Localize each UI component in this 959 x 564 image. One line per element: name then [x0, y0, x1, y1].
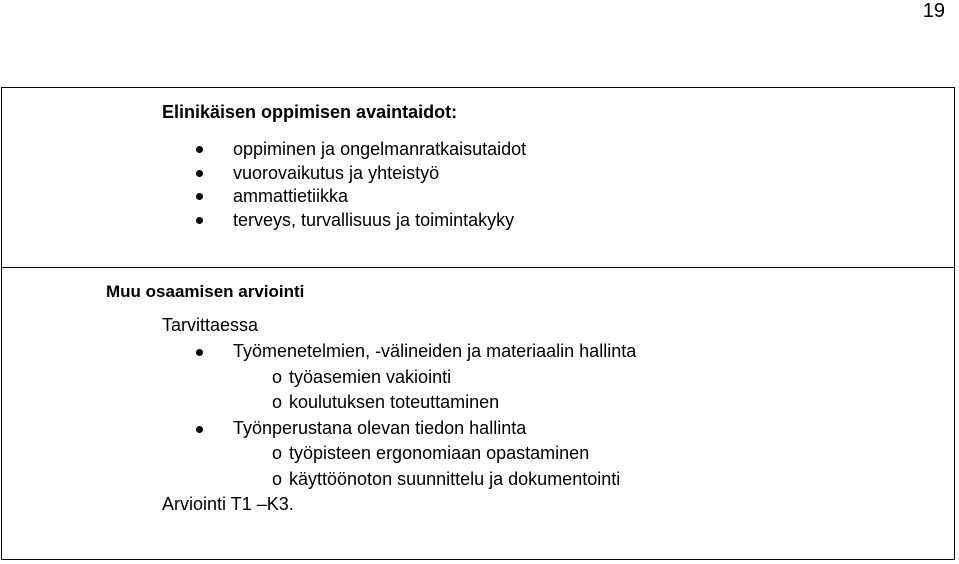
bullet-icon	[196, 146, 203, 153]
bullet-icon	[196, 193, 203, 200]
sub-list-item: o koulutuksen toteuttaminen	[162, 390, 636, 416]
sub-list-item: o käyttöönoton suunnittelu ja dokumentointi	[162, 467, 636, 493]
list-item: Työnperustana olevan tiedon hallinta	[162, 416, 636, 442]
assessment-list	[162, 339, 636, 518]
circle-bullet-icon: o	[272, 366, 283, 387]
bullet-icon	[196, 170, 203, 177]
section-heading-other-assessment: Muu osaamisen arviointi	[106, 282, 305, 301]
lead-text: Tarvittaessa	[162, 315, 259, 335]
bullet-icon	[196, 426, 203, 433]
bullet-icon	[196, 349, 203, 356]
sub-list-item: o työasemien vakiointi	[162, 365, 636, 391]
section-heading-key-skills: Elinikäisen oppimisen avaintaidot:	[162, 102, 458, 122]
page-number: 19	[922, 0, 945, 22]
list-item: oppiminen ja ongelmanratkaisutaidot	[233, 138, 526, 162]
list-item: vuorovaikutus ja yhteistyö	[233, 162, 526, 186]
assessment-note: Arviointi T1 –K3.	[162, 494, 294, 514]
key-skills-list	[233, 138, 526, 232]
circle-bullet-icon: o	[272, 468, 283, 489]
bullet-icon	[196, 217, 203, 224]
content-box	[1, 87, 955, 560]
section-divider	[2, 267, 954, 268]
list-item: ammattietiikka	[233, 185, 526, 209]
sub-list-item: o työpisteen ergonomiaan opastaminen	[162, 441, 636, 467]
circle-bullet-icon: o	[272, 443, 283, 463]
list-item: Työmenetelmien, -välineiden ja materiaalin hallinta	[162, 339, 636, 365]
circle-bullet-icon: o	[272, 392, 283, 412]
list-item: terveys, turvallisuus ja toimintakyky	[233, 209, 526, 233]
